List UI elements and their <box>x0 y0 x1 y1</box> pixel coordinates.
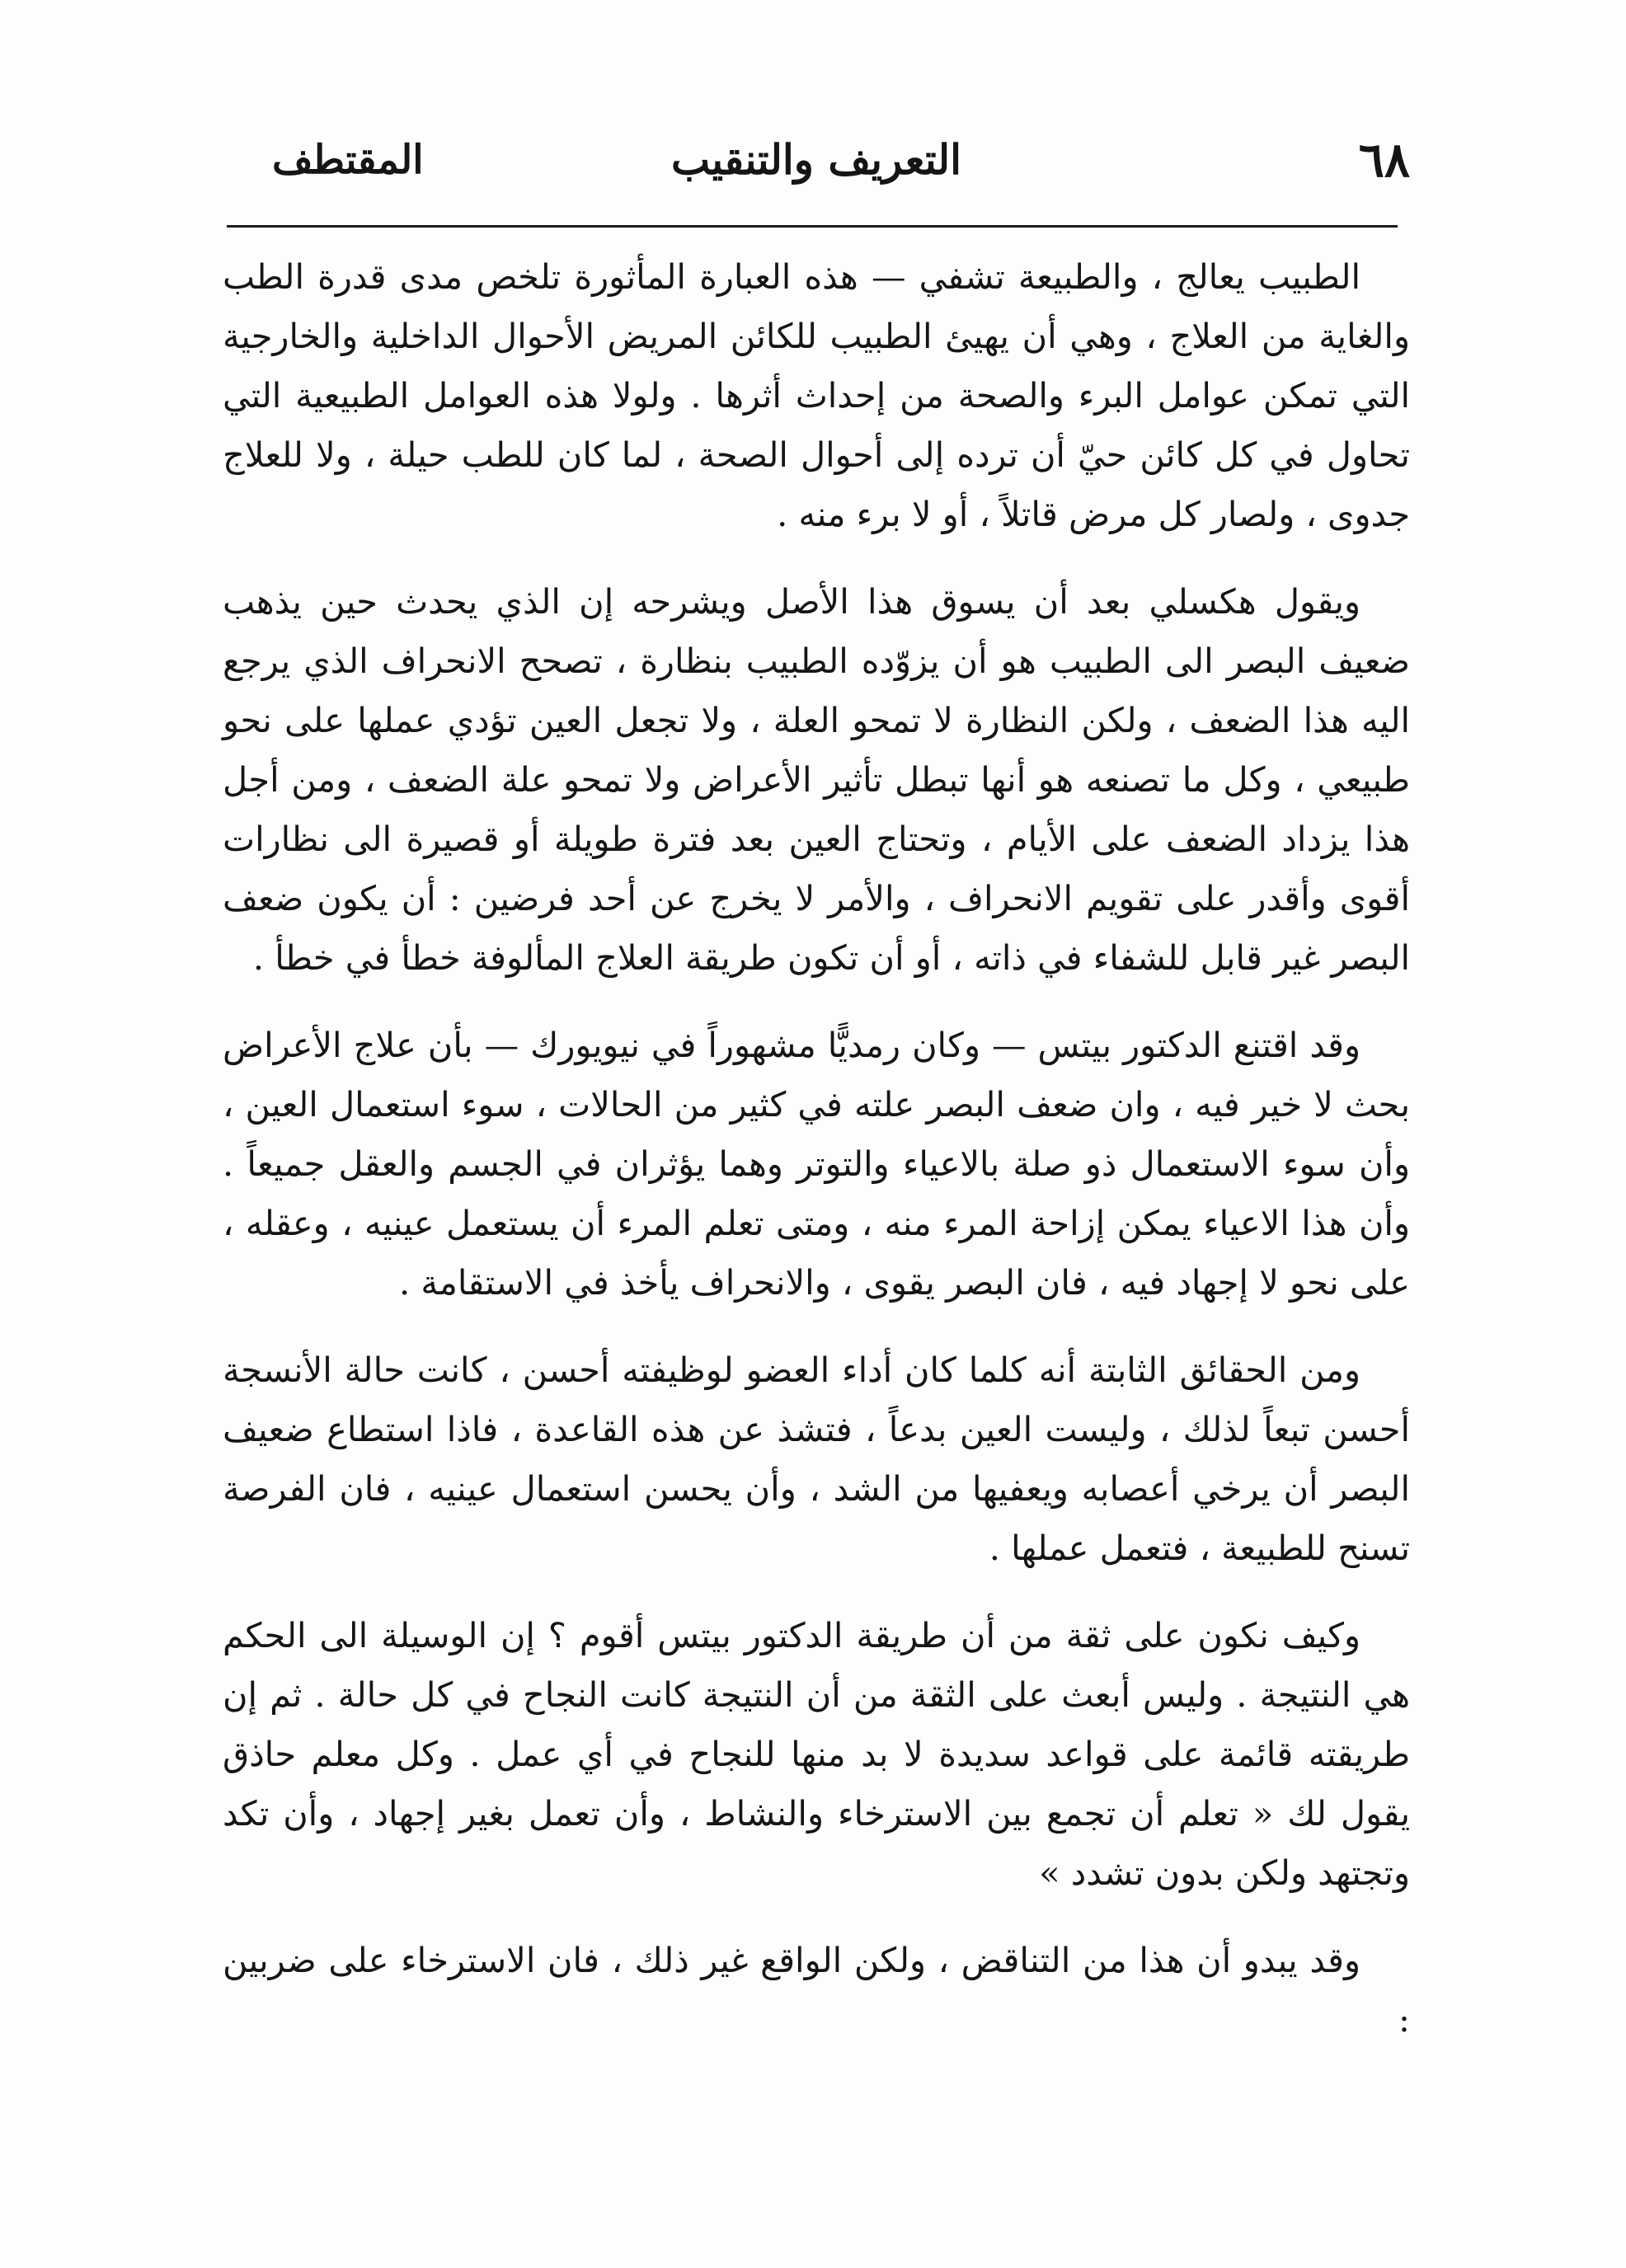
section-title: التعريف والتنقيب <box>671 135 961 184</box>
article-body <box>223 247 1410 2078</box>
journal-name: المقتطف <box>272 137 424 183</box>
paragraph-2: ويقول هكسلي بعد أن يسوق هذا الأصل ويشرحه إن الذي يحدث حين يذهب ضعيف البصر الى الطبيب هو أن يزوّده الطبيب بنظارة ، تصحح الانحراف الذي يرجع اليه هذا الضعف ، ولكن النظارة لا تمحو العلة ، ولا تجعل العين تؤدي عملها على نحو طبيعي ، وكل ما تصنعه هو أنها تبطل تأثير الأعراض ولا تمحو علة الضعف ، ومن أجل هذا يزداد الضعف على الأيام ، وتحتاج العين بعد فترة طويلة أو قصيرة الى نظارات أقوى وأقدر على تقويم الانحراف ، والأمر لا يخرج عن أحد فرضين : أن يكون ضعف البصر غير قابل للشفاء في ذاته ، أو أن تكون طريقة العلاج المألوفة خطأ في خطأ . <box>223 581 1410 978</box>
paragraph-5: وكيف نكون على ثقة من أن طريقة الدكتور بيتس أقوم ؟ إن الوسيلة الى الحكم هي النتيجة . وليس أبعث على الثقة من أن النتيجة كانت النجاح في كل حالة . ثم إن طريقته قائمة على قواعد سديدة لا بد منها للنجاح في أي عمل . وكل معلم حاذق يقول لك « تعلم أن تجمع بين الاسترخاء والنشاط ، وأن تعمل بغير إجهاد ، وأن تكد وتجتهد ولكن بدون تشدد » <box>223 1615 1411 1893</box>
header-divider <box>227 225 1398 228</box>
page-number: ٦٨ <box>1358 132 1410 188</box>
paragraph-1: الطبيب يعالج ، والطبيعة تشفي — هذه العبارة المأثورة تلخص مدى قدرة الطب والغاية من العلاج ، وهي أن يهيئ الطبيب للكائن المريض الأحوال الداخلية والخارجية التي تمكن عوامل البرء والصحة من إحداث أثرها . ولولا هذه العوامل الطبيعية التي تحاول في كل كائن حيّ أن ترده إلى أحوال الصحة ، لما كان للطب حيلة ، ولا للعلاج جدوى ، ولصار كل مرض قاتلاً ، أو لا برء منه . <box>223 256 1410 534</box>
paragraph-4: ومن الحقائق الثابتة أنه كلما كان أداء العضو لوظيفته أحسن ، كانت حالة الأنسجة أحسن تبعاً لذلك ، وليست العين بدعاً ، فتشذ عن هذه القاعدة ، فاذا استطاع ضعيف البصر أن يرخي أعصابه ويعفيها من الشد ، وأن يحسن استعمال عينيه ، فان الفرصة تسنح للطبيعة ، فتعمل عملها . <box>223 1350 1410 1568</box>
paragraph-3: وقد اقتنع الدكتور بيتس — وكان رمديًّا مشهوراً في نيويورك — بأن علاج الأعراض بحث لا خير فيه ، وان ضعف البصر علته في كثير من الحالات ، سوء استعمال العين ، وأن سوء الاستعمال ذو صلة بالاعياء والتوتر وهما يؤثران في الجسم والعقل جميعاً . وأن هذا الاعياء يمكن إزاحة المرء منه ، ومتى تعلم المرء أن يستعمل عينيه ، وعقله ، على نحو لا إجهاد فيه ، فان البصر يقوى ، والانحراف يأخذ في الاستقامة . <box>223 1025 1410 1303</box>
page-header <box>223 132 1410 214</box>
paragraph-6: وقد يبدو أن هذا من التناقض ، ولكن الواقع غير ذلك ، فان الاسترخاء على ضربين : <box>223 1940 1410 2040</box>
